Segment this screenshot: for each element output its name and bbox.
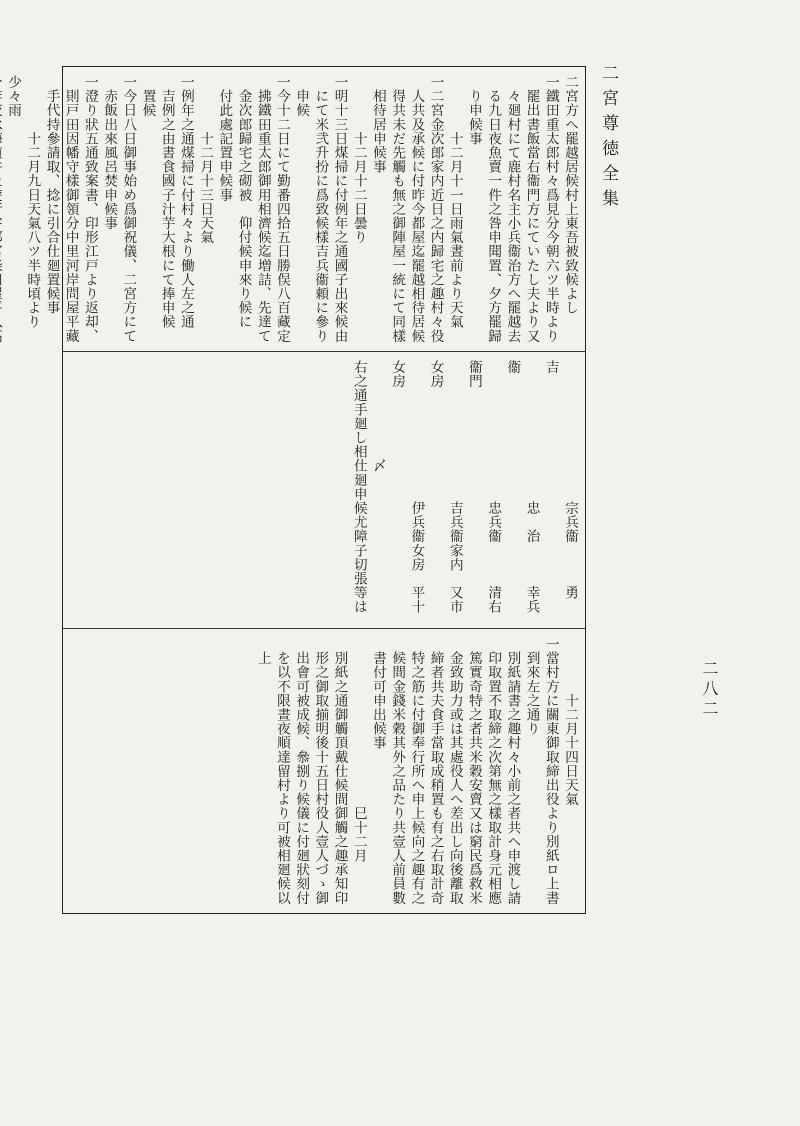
text-line: 二宮方へ罷越居候村上東吾被致候よし	[562, 75, 578, 315]
text-line: 置候	[139, 75, 156, 118]
text-line: 形之御取揃明後十五日村役人壹人づゝ御	[312, 637, 329, 905]
text-line: 十二月十四日天氣	[562, 637, 578, 807]
text-line: 到來左之通り	[523, 637, 540, 736]
text-line: 一澄り狀五通致案書、印形江戸より返却、	[81, 75, 98, 343]
text-line: 候間金錢米穀其外之品たり共壹人前員數	[389, 637, 406, 905]
text-line: 付此處記置申候事	[216, 75, 233, 202]
middle-band-text	[343, 352, 585, 628]
text-line: 々廻村にて鹿村名主小兵衞治方へ罷越去	[504, 75, 521, 343]
text-line: 別紙之通御觸頂戴仕候間御觸之趣承知印	[331, 637, 348, 905]
text-line: 忠 治 幸兵衞	[504, 360, 540, 614]
text-line: を以不限晝夜順達留村より可被相廻候以	[273, 637, 290, 905]
text-line: 金致助力或は其處役人へ差出し向後離取	[446, 637, 463, 905]
text-line: 別紙請書之趣村々小前之者共へ申渡し請	[504, 637, 521, 905]
text-line: 一今十二日にて勤番四拾五日勝俣八百藏定	[273, 75, 290, 343]
text-line: る九日夜魚賣一件之咎申聞置、夕方罷歸	[485, 75, 502, 343]
text-line: 則戸田因幡守樣御領分中里河岸問屋平藏	[62, 75, 79, 343]
text-line: 一今日八日御事始め爲御祝儀、二宮方にて	[120, 75, 137, 343]
text-line: 巳十二月	[350, 637, 367, 863]
text-line: 書付可申出候事	[369, 637, 386, 750]
text-line: 忠兵衞 清右衞門	[465, 360, 502, 614]
text-band-middle	[63, 352, 585, 629]
text-line: 特之筋に付御奉行所へ申上候向之趣有之	[408, 637, 425, 905]
text-line: 伊兵衞女房 平十女房	[389, 360, 425, 614]
text-line: 一鐵田重太郎村々爲見分今朝六ツ半時より	[542, 75, 559, 343]
text-line: にて米弐升扮に爲致候樣吉兵衞頼に參り	[312, 75, 329, 343]
text-line: 右之通手廻し相仕廻申候尤障子切張等は	[350, 360, 367, 614]
text-band-upper	[5, 67, 585, 352]
text-line: 一例年之通煤掃に付村々より働人左之通	[177, 75, 194, 329]
text-line: 相待居申候事	[369, 75, 386, 174]
text-line	[0, 75, 3, 345]
text-line: 得共未だ先觸も無之御陣屋一統にて同樣	[389, 75, 406, 343]
lower-band-text	[247, 629, 585, 914]
text-line: 宗兵衞 勇 吉	[542, 360, 578, 614]
text-line: 罷出書飯當右衞門方にていたし夫より又	[523, 75, 540, 343]
text-line: 印取置不取締之次第無之樣取計身元相應	[485, 637, 502, 905]
text-line: 人共及承候に付昨今都屋迄罷越相待居候	[408, 75, 425, 343]
text-line: 手代持參請取、捻に引合仕廻置候事	[43, 75, 60, 315]
text-line: 十二月十一日雨氣晝前より天氣	[446, 75, 463, 329]
book-title: 二宮尊徳全集	[598, 64, 618, 214]
text-line: 一當村方に關東御取締出役より別紙ロ上書	[542, 637, 559, 905]
text-line: 一二宮金次郎家内近日之内歸宅之趣村々役	[427, 75, 444, 343]
text-line: 吉例之由書食國子汁芋大根にて捧申候	[158, 75, 175, 329]
text-line: 金次郎歸宅之砌被 仰付候申來り候に	[235, 75, 252, 329]
text-line: 出會可被成候、叅捌り候儀に付廻狀刻付	[293, 637, 310, 905]
text-line: り申候事	[465, 75, 482, 146]
page-number: 二八二	[700, 660, 719, 720]
text-line: 拂鐵田重太郎御用相濟候迄増詰、先達て	[254, 75, 271, 343]
text-line: 篤實奇特之者共米穀安賣又は窮民爲救米	[465, 637, 482, 905]
text-band-lower	[63, 629, 585, 914]
text-line: 締者共夫食手當取成稍置も有之右取計奇	[427, 637, 444, 905]
text-line: 赤飯出來風呂焚申候事	[101, 75, 118, 231]
text-frame	[5, 66, 586, 914]
text-line: 十二月九日天氣八ツ半時頃より少々雨	[5, 75, 41, 329]
text-line: 十二月十二日曇り	[350, 75, 367, 245]
text-line: 申候	[293, 75, 310, 118]
text-line: 一明十三日煤掃に付例年之通國子出來候由	[331, 75, 348, 343]
upper-band-text	[0, 67, 585, 351]
text-line: 〆	[369, 360, 386, 473]
text-line: 吉兵衞家内 又市女房	[427, 360, 463, 614]
text-line: 十二月十三日天氣	[197, 75, 214, 245]
text-line: 上	[254, 637, 271, 666]
